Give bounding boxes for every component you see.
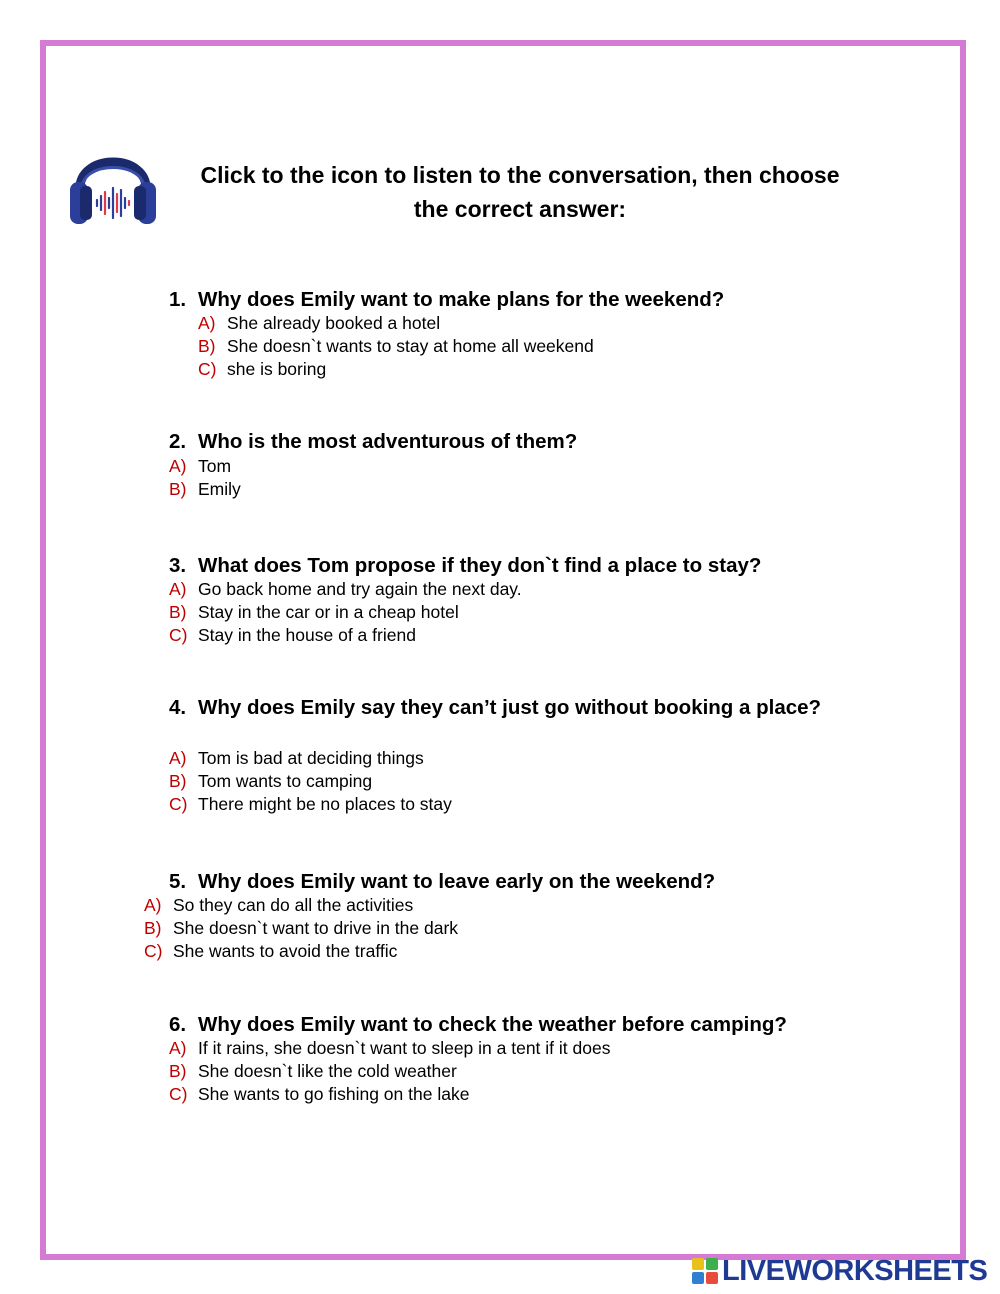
question-text: Why does Emily want to leave early on the weekend? [198, 870, 716, 893]
option-1b[interactable] [198, 335, 594, 358]
option-letter: B) [169, 771, 187, 791]
option-4a[interactable] [169, 747, 424, 770]
option-letter: C) [169, 1084, 188, 1104]
option-3c[interactable] [169, 624, 416, 647]
option-letter: C) [169, 794, 188, 814]
option-6c[interactable] [169, 1083, 469, 1106]
option-text: She doesn`t want to drive in the dark [173, 918, 459, 938]
option-text: Go back home and try again the next day. [198, 579, 522, 599]
option-5b[interactable] [144, 917, 458, 940]
option-text: Tom [198, 456, 232, 476]
option-text: Emily [198, 479, 241, 499]
option-text: she is boring [227, 359, 327, 379]
option-4c[interactable] [169, 793, 452, 816]
logo-grid-icon [692, 1258, 718, 1284]
option-3a[interactable] [169, 578, 522, 601]
option-letter: A) [144, 895, 162, 915]
option-3b[interactable] [169, 601, 459, 624]
option-text: She doesn`t wants to stay at home all weekend [227, 336, 594, 356]
option-2a[interactable] [169, 455, 231, 478]
instruction-line-1: Click to the icon to listen to the conversation, then choose [200, 162, 840, 188]
option-letter: A) [169, 456, 187, 476]
question-number: 1. [169, 288, 187, 311]
option-6a[interactable] [169, 1037, 610, 1060]
option-text: So they can do all the activities [173, 895, 414, 915]
option-text: Tom wants to camping [198, 771, 373, 791]
option-4b[interactable] [169, 770, 372, 793]
option-text: She wants to avoid the traffic [173, 941, 398, 961]
question-number: 6. [169, 1013, 187, 1036]
question-text: Why does Emily want to make plans for the weekend? [198, 288, 725, 311]
option-text: Tom is bad at deciding things [198, 748, 424, 768]
option-letter: C) [198, 359, 217, 379]
option-5a[interactable] [144, 894, 413, 917]
option-text: She already booked a hotel [227, 313, 441, 333]
option-text: If it rains, she doesn`t want to sleep in a tent if it does [198, 1038, 611, 1058]
headphones-icon[interactable] [66, 130, 160, 230]
option-text: There might be no places to stay [198, 794, 452, 814]
option-text: Stay in the car or in a cheap hotel [198, 602, 459, 622]
option-letter: B) [144, 918, 162, 938]
logo-text: LIVEWORKSHEETS [722, 1254, 988, 1287]
option-letter: A) [198, 313, 216, 333]
option-letter: A) [169, 748, 187, 768]
question-text: Why does Emily want to check the weather before camping? [198, 1013, 787, 1036]
option-letter: C) [144, 941, 163, 961]
question-number: 2. [169, 430, 187, 453]
liveworksheets-logo [692, 1256, 987, 1286]
option-letter: C) [169, 625, 188, 645]
option-5c[interactable] [144, 940, 397, 963]
question-text: Who is the most adventurous of them? [198, 430, 578, 453]
option-letter: A) [169, 579, 187, 599]
option-letter: B) [169, 1061, 187, 1081]
option-text: She doesn`t like the cold weather [198, 1061, 457, 1081]
question-number: 5. [169, 870, 187, 893]
option-letter: B) [169, 479, 187, 499]
option-2b[interactable] [169, 478, 241, 501]
question-number: 4. [169, 696, 187, 719]
option-1a[interactable] [198, 312, 440, 335]
question-text: What does Tom propose if they don`t find a place to stay? [198, 554, 762, 577]
question-number: 3. [169, 554, 187, 577]
option-letter: B) [198, 336, 216, 356]
instruction-line-2: the correct answer: [413, 196, 627, 222]
instruction-text [170, 158, 870, 226]
option-1c[interactable] [198, 358, 326, 381]
option-text: Stay in the house of a friend [198, 625, 416, 645]
option-text: She wants to go fishing on the lake [198, 1084, 470, 1104]
question-4: Why does Emily say they can’t just go without booking a place? [198, 696, 822, 719]
option-letter: A) [169, 1038, 187, 1058]
option-6b[interactable] [169, 1060, 457, 1083]
option-letter: B) [169, 602, 187, 622]
